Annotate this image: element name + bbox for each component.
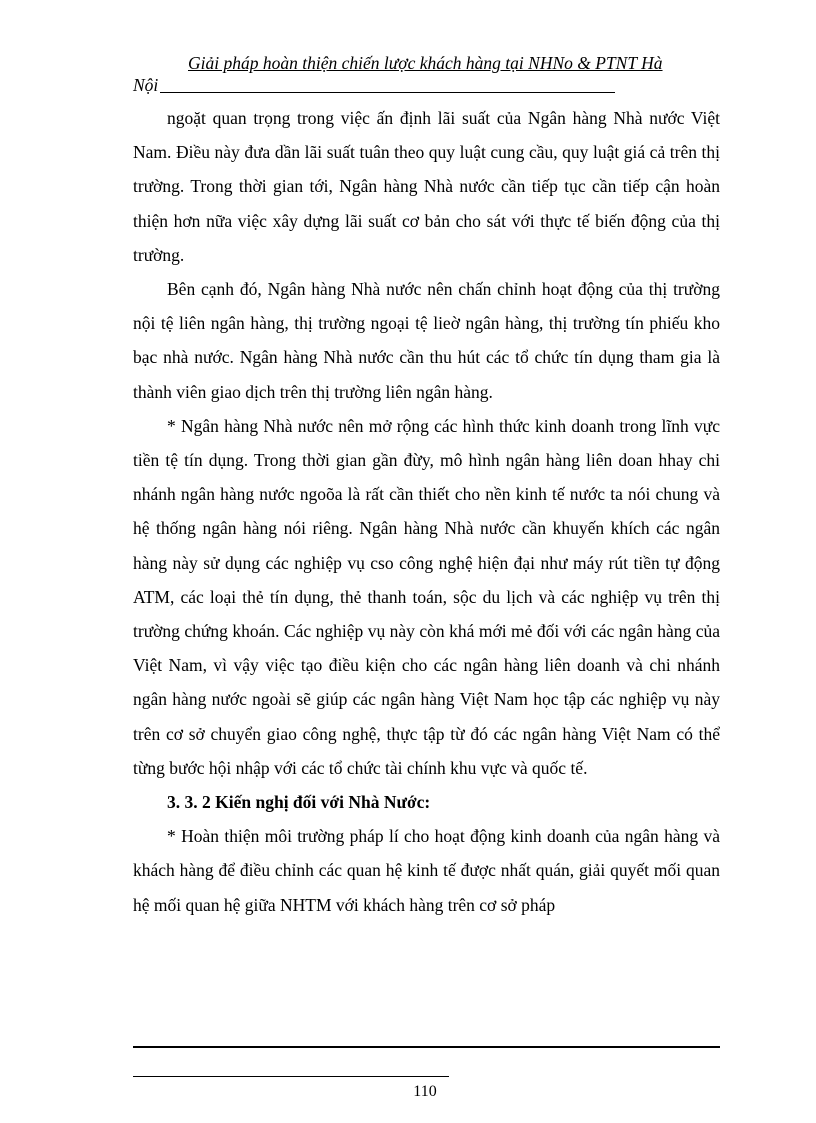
- footer-rule-thick: [133, 1046, 720, 1048]
- paragraph-business-forms: * Ngân hàng Nhà nước nên mở rộng các hình thức kinh doanh trong lĩnh vực tiền tệ tín dụng. Trong thời gian gần đừy, mô hình ngân hàng liên doan hhay chi nhánh ngân hàng nước ngoõa là rất cần thiết cho nền kinh tế nước ta nói chung và hệ thống ngân hàng nói riêng. Ngân hàng Nhà nước cần khuyến khích các ngân hàng này sử dụng các nghiệp vụ cso công nghệ hiện đại như máy rút tiền tự động ATM, các loại thẻ tín dụng, thẻ thanh toán, sộc du lịch và các nghiệp vụ trên thị trường chứng khoán. Các nghiệp vụ này còn khá mới mẻ đối với các ngân hàng của Việt Nam, vì vậy việc tạo điều kiện cho các ngân hàng liên doanh và chi nhánh ngân hàng nước ngoài sẽ giúp các ngân hàng Việt Nam học tập các nghiệp vụ này trên cơ sở chuyển giao công nghệ, thực tập từ đó các ngân hàng Việt Nam có thể từng bước hội nhập với các tổ chức tài chính khu vực và quốc tế.: [133, 415, 720, 778]
- section-heading: 3. 3. 2 Kiến nghị đối với Nhà Nước:: [167, 792, 431, 813]
- paragraph-interbank-market: Bên cạnh đó, Ngân hàng Nhà nước nên chấn chỉnh hoạt động của thị trường nội tệ liên ngân hàng, thị trường ngoại tệ lieờ ngân hàng, thị trường tín phiếu kho bạc nhà nước. Ngân hàng Nhà nước cần thu hút các tổ chức tín dụng tham gia là thành viên giao dịch trên thị trường liên ngân hàng.: [133, 279, 720, 402]
- body-text: [133, 101, 720, 922]
- paragraph-legal-environment: * Hoàn thiện môi trường pháp lí cho hoạt động kinh doanh của ngân hàng và khách hàng để điều chỉnh các quan hệ kinh tế được nhất quán, giải quyết mối quan hệ mối quan hệ giữa NHTM với khách hàng trên cơ sở pháp: [133, 826, 720, 915]
- footer-rule-thin: [133, 1076, 449, 1077]
- header-rule: [133, 92, 615, 93]
- header-title-line1: Giải pháp hoàn thiện chiến lược khách hàng tại NHNo & PTNT Hà: [188, 53, 663, 73]
- header-title-line2-text: Nội: [133, 75, 159, 95]
- page-number: 110: [413, 1083, 437, 1100]
- running-header: [133, 52, 717, 96]
- paragraph-interest-rate: ngoặt quan trọng trong việc ấn định lãi suất của Ngân hàng Nhà nước Việt Nam. Điều này đưa dần lãi suất tuân theo quy luật cung cầu, quy luật giá cả trên thị trường. Trong thời gian tới, Ngân hàng Nhà nước cần tiếp tục cần tiếp cận hoàn thiện hơn nữa việc xây dựng lãi suất cơ bản cho sát với thực tế biến động của thị trường.: [133, 108, 720, 265]
